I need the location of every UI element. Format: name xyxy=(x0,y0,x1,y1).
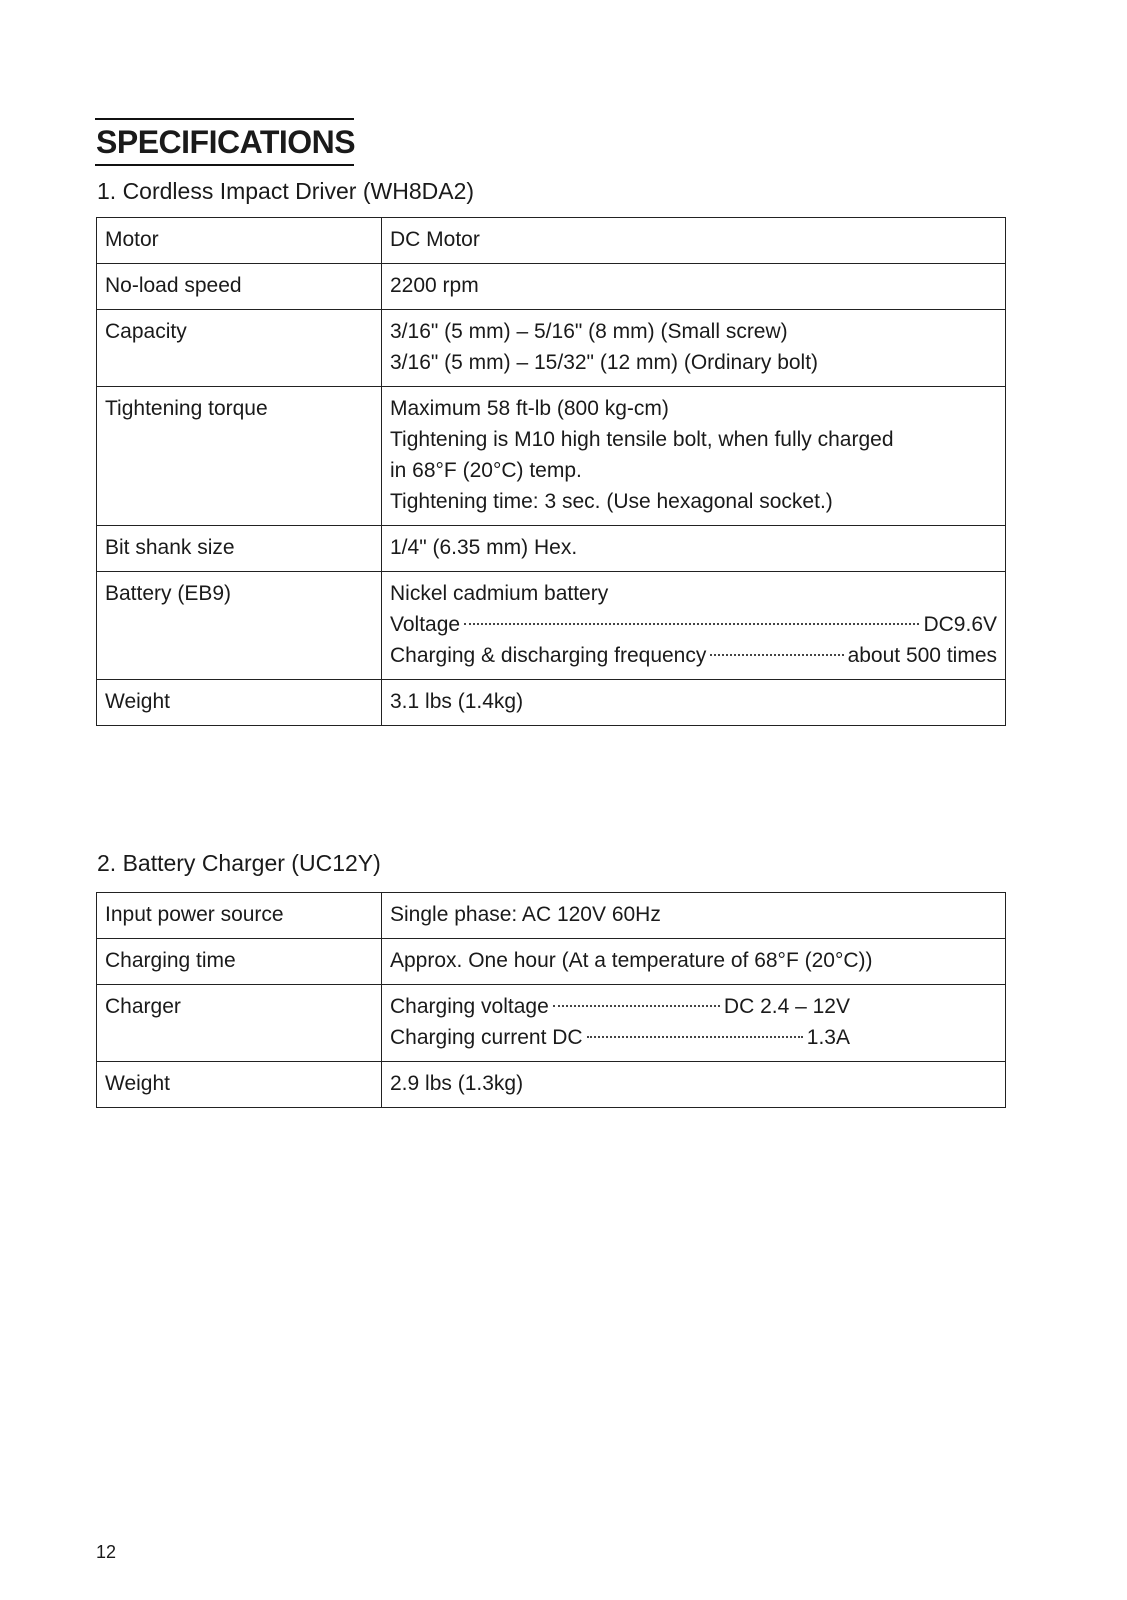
spec-value: 3/16" (5 mm) – 5/16" (8 mm) (Small screw) 3/16" (5 mm) – 15/32" (12 mm) (Ordinary bolt) xyxy=(382,310,1006,387)
spec-label: Input power source xyxy=(97,893,382,939)
charger-spec-table xyxy=(96,892,1006,1108)
spec-label: Charging time xyxy=(97,939,382,985)
table-row xyxy=(97,572,1006,680)
spec-label: Motor xyxy=(97,218,382,264)
dotted-spec-line: Voltage DC9.6V xyxy=(390,613,997,636)
section-1-title: 1. Cordless Impact Driver (WH8DA2) xyxy=(97,178,475,204)
page-number: 12 xyxy=(96,1542,117,1562)
spec-label: Weight xyxy=(97,680,382,726)
table-row xyxy=(97,218,1006,264)
spec-label: Charger xyxy=(97,985,382,1062)
spec-label: Capacity xyxy=(97,310,382,387)
spec-value xyxy=(382,985,1006,1062)
dotted-spec-line: Charging voltage DC 2.4 – 12V xyxy=(390,995,850,1018)
table-row xyxy=(97,526,1006,572)
spec-value: Approx. One hour (At a temperature of 68°F (20°C)) xyxy=(382,939,1006,985)
spec-label: Tightening torque xyxy=(97,387,382,526)
page-heading: SPECIFICATIONS xyxy=(95,118,354,166)
driver-spec-table xyxy=(96,217,1006,726)
table-row xyxy=(97,939,1006,985)
spec-label: Battery (EB9) xyxy=(97,572,382,680)
table-row xyxy=(97,387,1006,526)
spec-label: No-load speed xyxy=(97,264,382,310)
spec-value: Maximum 58 ft-lb (800 kg-cm) Tightening is M10 high tensile bolt, when fully charged in 68°F (20°C) temp. Tightening time: 3 sec. (Use hexagonal socket.) xyxy=(382,387,1006,526)
spec-value: Single phase: AC 120V 60Hz xyxy=(382,893,1006,939)
table-row xyxy=(97,893,1006,939)
spec-label: Bit shank size xyxy=(97,526,382,572)
spec-value: 3.1 lbs (1.4kg) xyxy=(382,680,1006,726)
section-2-title: 2. Battery Charger (UC12Y) xyxy=(97,850,381,876)
spec-value: DC Motor xyxy=(382,218,1006,264)
dotted-spec-line: Charging & discharging frequency about 500 times xyxy=(390,644,997,667)
table-row xyxy=(97,310,1006,387)
table-row xyxy=(97,264,1006,310)
spec-value: Nickel cadmium battery Voltage DC9.6V Charging & discharging frequency about 500 times xyxy=(382,572,1006,680)
spec-label: Weight xyxy=(97,1062,382,1108)
spec-value: 2.9 lbs (1.3kg) xyxy=(382,1062,1006,1108)
spec-value: 2200 rpm xyxy=(382,264,1006,310)
spec-value: 1/4" (6.35 mm) Hex. xyxy=(382,526,1006,572)
table-row xyxy=(97,985,1006,1062)
table-row xyxy=(97,680,1006,726)
dotted-spec-line: Charging current DC 1.3A xyxy=(390,1026,850,1049)
table-row xyxy=(97,1062,1006,1108)
